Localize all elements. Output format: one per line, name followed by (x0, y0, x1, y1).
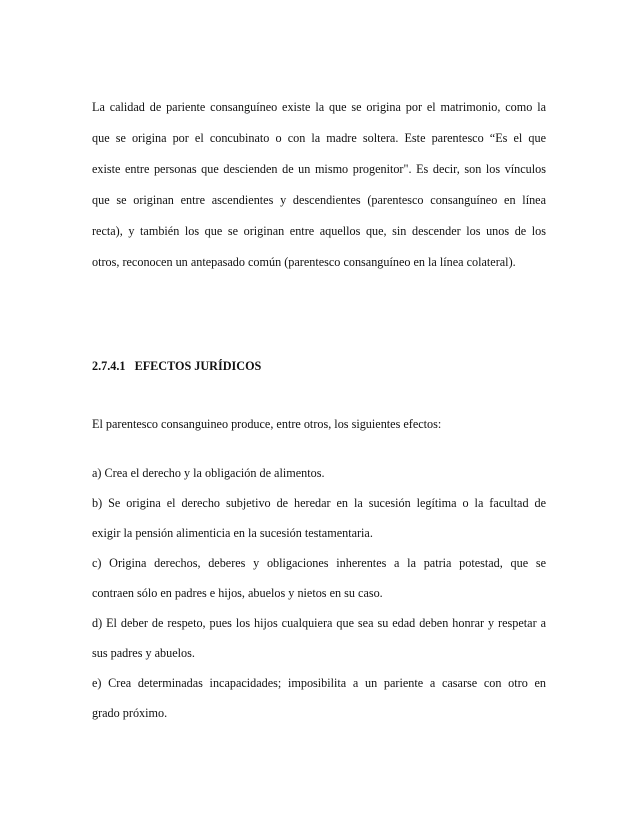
list-item-a: a) Crea el derecho y la obligación de alimentos. (92, 466, 325, 480)
paragraph-line: que se origina por el concubinato o con la madre soltera. Este parentesco “Es el que (92, 131, 546, 145)
list-item-d: d) El deber de respeto, pues los hijos cualquiera que sea su edad deben honrar y respetar a (92, 616, 546, 630)
paragraph-line: existe entre personas que descienden de un mismo progenitor". Es decir, son los vínculos (92, 162, 546, 176)
list-item-b: b) Se origina el derecho subjetivo de heredar en la sucesión legítima o la facultad de (92, 496, 546, 510)
list-item-e: e) Crea determinadas incapacidades; imposibilita a un pariente a casarse con otro en (92, 676, 546, 690)
paragraph-line: La calidad de pariente consanguíneo existe la que se origina por el matrimonio, como la (92, 100, 546, 114)
effects-list (92, 458, 546, 728)
paragraph-line: que se originan entre ascendientes y descendientes (parentesco consanguíneo en línea (92, 193, 546, 207)
list-item-d-cont: sus padres y abuelos. (92, 646, 195, 660)
paragraph-line: recta), y también los que se originan entre aquellos que, sin descender los unos de los (92, 224, 546, 238)
effects-intro: El parentesco consanguineo produce, entre otros, los siguientes efectos: (92, 417, 442, 431)
section-heading (92, 356, 261, 376)
list-item-b-cont: exigir la pensión alimenticia en la sucesión testamentaria. (92, 526, 373, 540)
paragraph-consanguinity (92, 92, 546, 278)
section-number: 2.7.4.1 (92, 359, 126, 373)
list-item-c-cont: contraen sólo en padres e hijos, abuelos y nietos en su caso. (92, 586, 383, 600)
list-item-e-cont: grado próximo. (92, 706, 168, 720)
paragraph-line: otros, reconocen un antepasado común (parentesco consanguíneo en la línea colateral). (92, 255, 516, 269)
section-title: EFECTOS JURÍDICOS (134, 359, 262, 373)
list-item-c: c) Origina derechos, deberes y obligaciones inherentes a la patria potestad, que se (92, 556, 546, 570)
